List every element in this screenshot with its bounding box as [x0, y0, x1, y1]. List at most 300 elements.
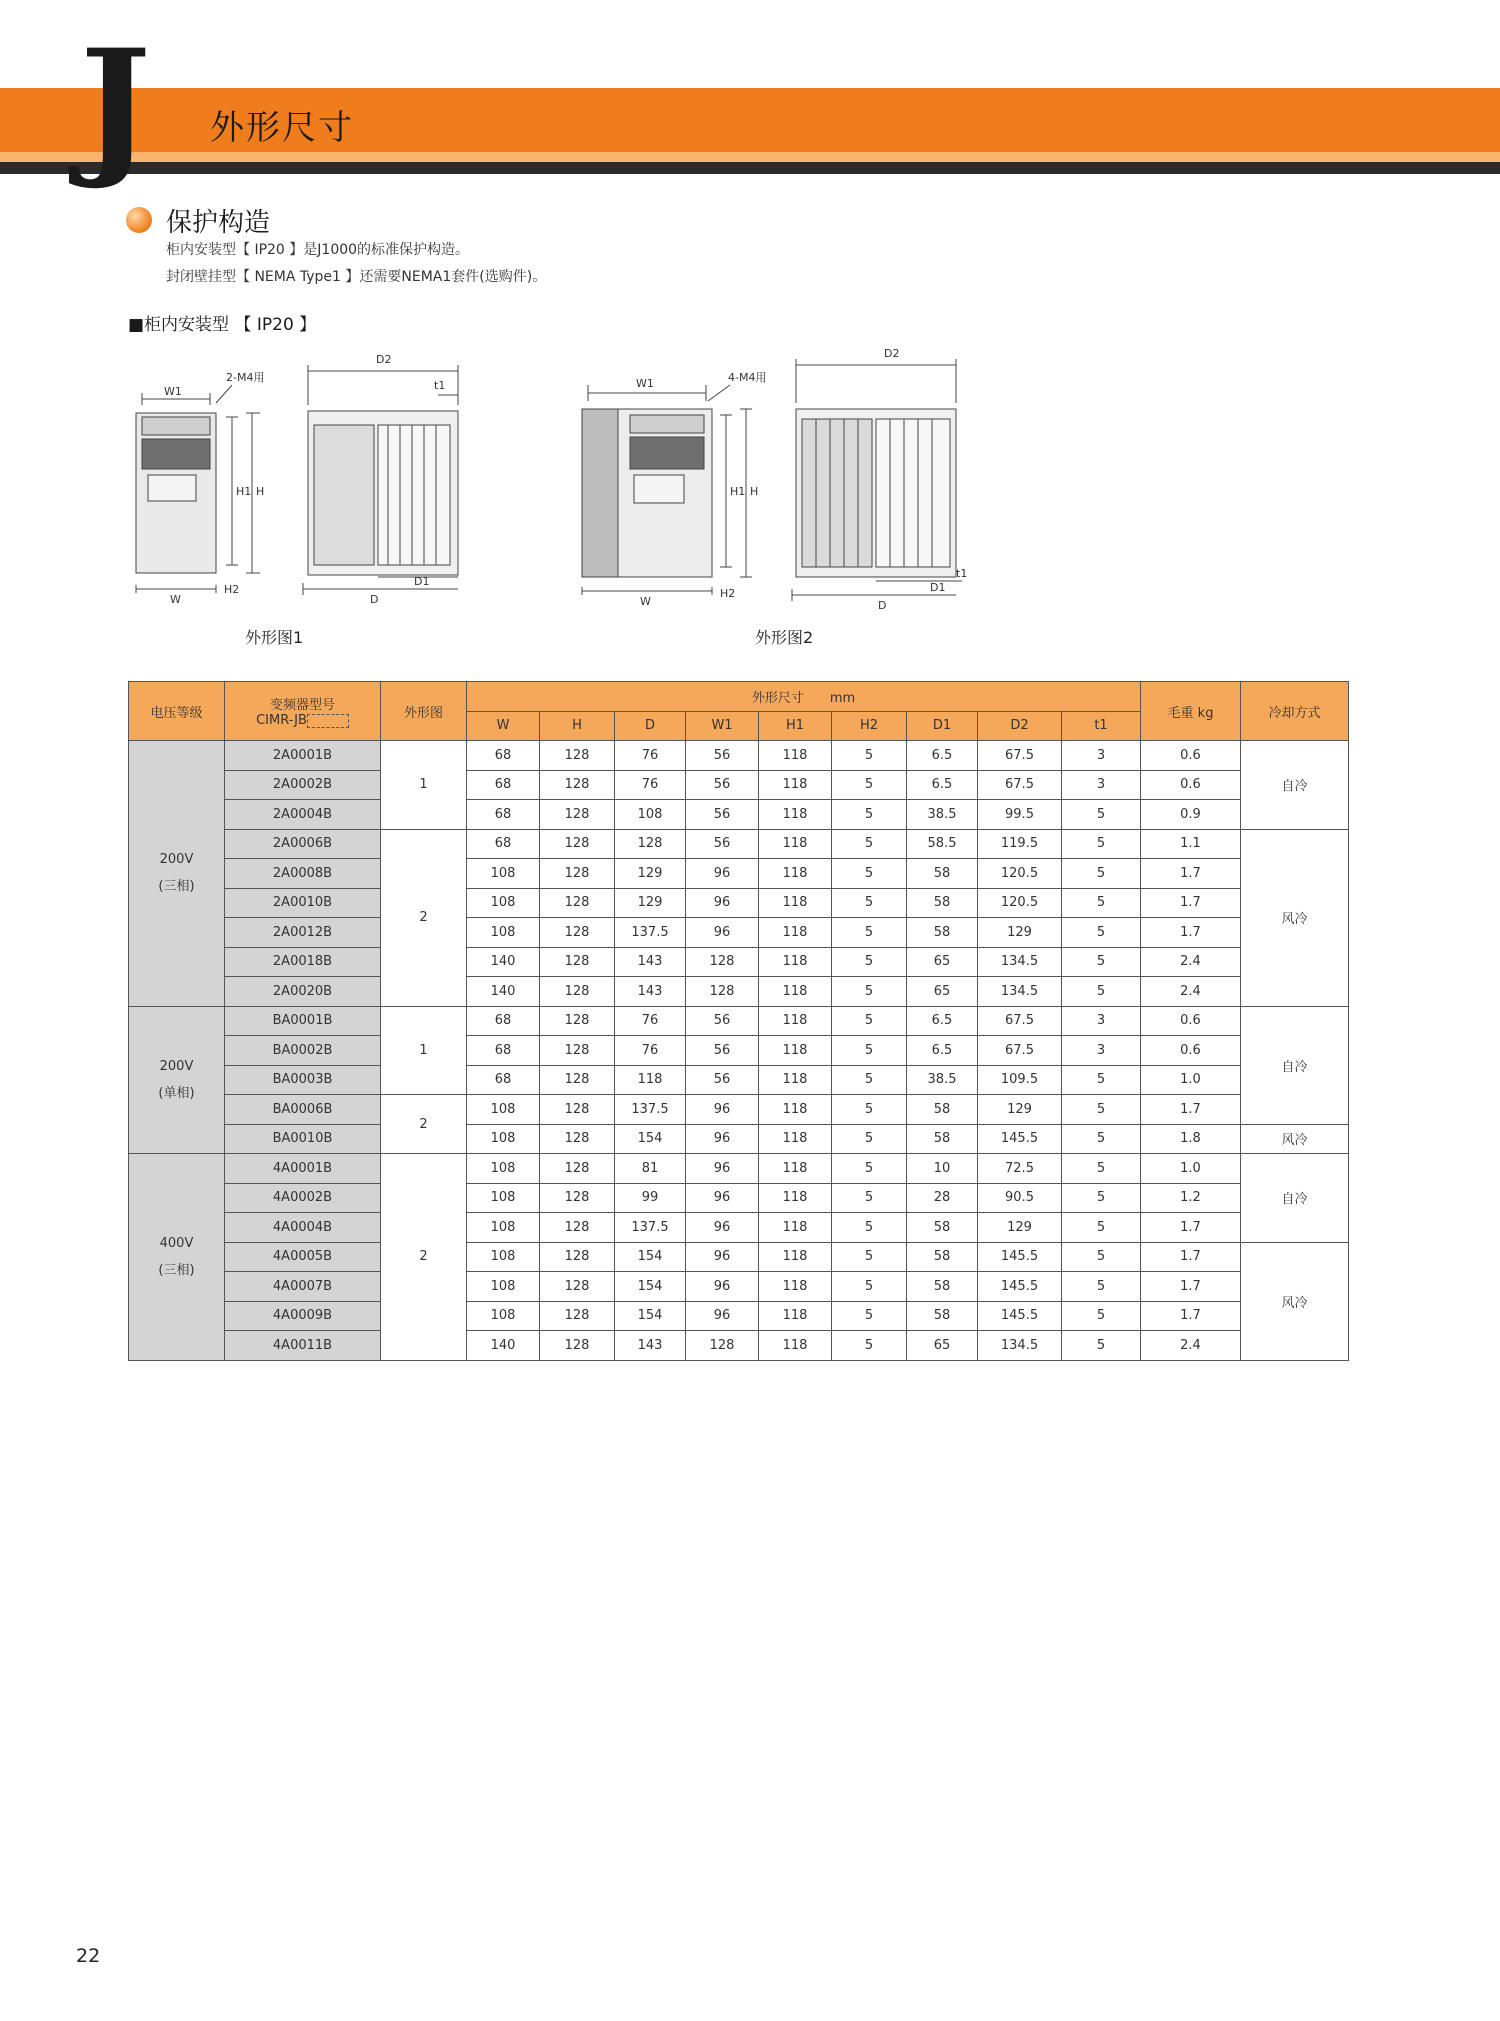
chapter-title: 外形尺寸 [210, 108, 354, 148]
dim-cell-d1: 10 [907, 1154, 978, 1184]
dim-cell-h1: 118 [759, 1242, 832, 1272]
dim-cell-w1: 56 [686, 741, 759, 771]
dim-cell-h1: 118 [759, 888, 832, 918]
head-model-line2-wrap [225, 713, 380, 728]
dim-cell-w1: 56 [686, 800, 759, 830]
dim-cell-h1: 118 [759, 947, 832, 977]
model-cell: 4A0002B [225, 1183, 381, 1213]
dim-cell-h2: 5 [832, 1095, 907, 1125]
dim-cell-h: 128 [540, 1301, 615, 1331]
fig1-label-h2: H2 [224, 583, 240, 596]
head-col-h2: H2 [832, 711, 907, 741]
dim-cell-w: 140 [467, 947, 540, 977]
dim-cell-w: 68 [467, 1006, 540, 1036]
model-cell: 4A0007B [225, 1272, 381, 1302]
dim-cell-h1: 118 [759, 1006, 832, 1036]
weight-cell: 1.0 [1141, 1065, 1241, 1095]
dim-cell-t1: 5 [1062, 829, 1141, 859]
dim-cell-t1: 3 [1062, 1006, 1141, 1036]
model-cell: BA0006B [225, 1095, 381, 1125]
head-col-t1: t1 [1062, 711, 1141, 741]
model-cell: 4A0005B [225, 1242, 381, 1272]
table-row [129, 1331, 1349, 1361]
dim-cell-t1: 5 [1062, 1183, 1141, 1213]
dim-cell-w1: 56 [686, 1065, 759, 1095]
model-cell: 2A0001B [225, 741, 381, 771]
dim-cell-d: 154 [615, 1272, 686, 1302]
head-dims: 外形尺寸 mm [467, 682, 1141, 712]
dim-cell-h2: 5 [832, 1065, 907, 1095]
dim-cell-h1: 118 [759, 1095, 832, 1125]
dim-cell-w: 108 [467, 1183, 540, 1213]
weight-cell: 1.0 [1141, 1154, 1241, 1184]
intro-line-2: 封闭壁挂型【 NEMA Type1 】还需要NEMA1套件(选购件)。 [166, 269, 547, 285]
dim-cell-h1: 118 [759, 1213, 832, 1243]
model-cell: BA0010B [225, 1124, 381, 1154]
dim-cell-d: 154 [615, 1242, 686, 1272]
head-figure: 外形图 [381, 682, 467, 741]
weight-cell: 1.7 [1141, 1095, 1241, 1125]
fig2-label-h1: H1 [730, 485, 746, 498]
head-voltage: 电压等级 [129, 682, 225, 741]
dim-cell-d2: 145.5 [978, 1124, 1062, 1154]
dim-cell-w: 108 [467, 888, 540, 918]
chapter-letter: J [80, 17, 151, 193]
dim-cell-d1: 58 [907, 1301, 978, 1331]
dim-cell-h2: 5 [832, 829, 907, 859]
figure-cell: 2 [381, 829, 467, 1006]
dim-cell-d: 143 [615, 947, 686, 977]
dim-cell-h: 128 [540, 1272, 615, 1302]
dim-cell-h2: 5 [832, 1124, 907, 1154]
dim-cell-d2: 72.5 [978, 1154, 1062, 1184]
table-row [129, 800, 1349, 830]
dim-cell-w1: 96 [686, 1301, 759, 1331]
dim-cell-h1: 118 [759, 741, 832, 771]
dim-cell-t1: 3 [1062, 770, 1141, 800]
dim-cell-t1: 5 [1062, 1213, 1141, 1243]
dim-cell-d1: 58 [907, 918, 978, 948]
dim-cell-d: 137.5 [615, 1095, 686, 1125]
dim-cell-w1: 128 [686, 1331, 759, 1361]
dim-cell-d2: 67.5 [978, 741, 1062, 771]
dim-cell-d1: 65 [907, 1331, 978, 1361]
dim-cell-d2: 99.5 [978, 800, 1062, 830]
dim-cell-w: 108 [467, 1095, 540, 1125]
dim-cell-d: 154 [615, 1124, 686, 1154]
dim-cell-t1: 5 [1062, 947, 1141, 977]
dim-cell-h2: 5 [832, 947, 907, 977]
weight-cell: 1.7 [1141, 888, 1241, 918]
dim-cell-h1: 118 [759, 859, 832, 889]
dim-cell-d2: 129 [978, 918, 1062, 948]
dim-cell-h: 128 [540, 1242, 615, 1272]
weight-cell: 0.6 [1141, 1006, 1241, 1036]
dim-cell-w: 140 [467, 1331, 540, 1361]
weight-cell: 2.4 [1141, 977, 1241, 1007]
dim-cell-h: 128 [540, 947, 615, 977]
dim-cell-w1: 96 [686, 1242, 759, 1272]
model-cell: BA0003B [225, 1065, 381, 1095]
fig1-label-h: H [256, 485, 265, 498]
bullet-icon [126, 207, 152, 233]
table-row [129, 1272, 1349, 1302]
head-col-d1: D1 [907, 711, 978, 741]
dim-cell-h2: 5 [832, 800, 907, 830]
phase-value: (三相) [158, 879, 195, 895]
dim-cell-h: 128 [540, 888, 615, 918]
dim-cell-d2: 120.5 [978, 888, 1062, 918]
table-row [129, 1065, 1349, 1095]
dim-cell-d2: 129 [978, 1213, 1062, 1243]
dim-cell-d: 154 [615, 1301, 686, 1331]
cooling-cell: 风冷 [1241, 829, 1349, 1006]
dim-cell-w: 68 [467, 1036, 540, 1066]
model-cell: BA0002B [225, 1036, 381, 1066]
dim-cell-h1: 118 [759, 829, 832, 859]
fig2-label-w: W [640, 595, 651, 608]
dim-cell-d: 143 [615, 977, 686, 1007]
voltage-cell [129, 741, 225, 1007]
cooling-cell: 自冷 [1241, 741, 1349, 830]
dim-cell-d2: 145.5 [978, 1301, 1062, 1331]
fig2-label-holes: 4-M4用 [728, 371, 767, 384]
dim-cell-h2: 5 [832, 977, 907, 1007]
dim-cell-d1: 6.5 [907, 1006, 978, 1036]
model-cell: 2A0006B [225, 829, 381, 859]
dim-cell-d2: 67.5 [978, 1036, 1062, 1066]
fig2-label-t1: t1 [956, 567, 968, 580]
dim-cell-h1: 118 [759, 1183, 832, 1213]
dim-cell-t1: 5 [1062, 888, 1141, 918]
table-row [129, 918, 1349, 948]
dim-cell-d: 143 [615, 1331, 686, 1361]
dim-cell-t1: 3 [1062, 741, 1141, 771]
weight-cell: 1.1 [1141, 829, 1241, 859]
dim-cell-d: 76 [615, 1036, 686, 1066]
dim-cell-h: 128 [540, 1154, 615, 1184]
fig1-label-holes: 2-M4用 [226, 371, 265, 384]
dim-cell-h2: 5 [832, 859, 907, 889]
dim-cell-h2: 5 [832, 1242, 907, 1272]
dim-cell-h: 128 [540, 1036, 615, 1066]
model-cell: 2A0004B [225, 800, 381, 830]
dim-cell-d1: 58 [907, 859, 978, 889]
model-cell: 4A0001B [225, 1154, 381, 1184]
dim-cell-w: 108 [467, 1213, 540, 1243]
cooling-cell: 自冷 [1241, 1006, 1349, 1124]
dim-cell-t1: 3 [1062, 1036, 1141, 1066]
fig1-label-w1: W1 [164, 385, 182, 398]
dim-cell-w1: 96 [686, 859, 759, 889]
dim-cell-d1: 58 [907, 1242, 978, 1272]
fig2-label-h2: H2 [720, 587, 736, 600]
table-row [129, 1006, 1349, 1036]
dim-cell-h: 128 [540, 1124, 615, 1154]
voltage-value: 200V [159, 852, 194, 868]
model-cell: 2A0012B [225, 918, 381, 948]
dim-cell-d2: 134.5 [978, 1331, 1062, 1361]
weight-cell: 2.4 [1141, 947, 1241, 977]
dim-cell-t1: 5 [1062, 1124, 1141, 1154]
dim-cell-w1: 96 [686, 918, 759, 948]
dim-cell-d: 108 [615, 800, 686, 830]
dim-cell-h: 128 [540, 1213, 615, 1243]
model-cell: 2A0008B [225, 859, 381, 889]
dim-cell-t1: 5 [1062, 918, 1141, 948]
weight-cell: 1.7 [1141, 859, 1241, 889]
head-cooling: 冷却方式 [1241, 682, 1349, 741]
dim-cell-h1: 118 [759, 1272, 832, 1302]
page-number: 22 [76, 1945, 101, 1967]
table-row [129, 977, 1349, 1007]
dim-cell-d: 137.5 [615, 1213, 686, 1243]
table-row [129, 1183, 1349, 1213]
figure-2-caption: 外形图2 [755, 628, 814, 647]
dim-cell-h2: 5 [832, 1213, 907, 1243]
dim-cell-d: 81 [615, 1154, 686, 1184]
weight-cell: 0.6 [1141, 770, 1241, 800]
dim-cell-t1: 5 [1062, 977, 1141, 1007]
table-row [129, 1242, 1349, 1272]
fig1-label-d1: D1 [414, 575, 430, 588]
table-row [129, 1124, 1349, 1154]
dim-cell-h: 128 [540, 741, 615, 771]
dim-cell-w1: 128 [686, 947, 759, 977]
outline-figure-1 [128, 345, 518, 615]
dim-cell-h2: 5 [832, 888, 907, 918]
dim-cell-w: 108 [467, 1242, 540, 1272]
dim-cell-h2: 5 [832, 1301, 907, 1331]
dim-cell-h: 128 [540, 770, 615, 800]
dim-cell-w: 140 [467, 977, 540, 1007]
head-model-line2: CIMR-JB [256, 713, 307, 728]
dim-cell-t1: 5 [1062, 1154, 1141, 1184]
intro-line-1: 柜内安装型【 IP20 】是J1000的标准保护构造。 [166, 242, 470, 258]
subsection-title: ■柜内安装型 【 IP20 】 [128, 315, 317, 335]
table-row [129, 829, 1349, 859]
dim-cell-d1: 6.5 [907, 741, 978, 771]
dim-cell-d2: 109.5 [978, 1065, 1062, 1095]
weight-cell: 1.7 [1141, 1213, 1241, 1243]
outline-figure-2 [570, 345, 1010, 615]
head-model-line1: 变频器型号 [269, 698, 335, 713]
head-model [225, 682, 381, 741]
dim-cell-h: 128 [540, 1183, 615, 1213]
dim-cell-t1: 5 [1062, 1242, 1141, 1272]
fig2-label-d: D [878, 599, 887, 612]
model-cell: 4A0004B [225, 1213, 381, 1243]
model-cell: 4A0011B [225, 1331, 381, 1361]
weight-cell: 0.6 [1141, 741, 1241, 771]
dim-cell-d1: 58.5 [907, 829, 978, 859]
voltage-cell [129, 1154, 225, 1361]
dim-cell-w: 108 [467, 1124, 540, 1154]
dim-cell-w: 108 [467, 1272, 540, 1302]
dim-cell-h: 128 [540, 1095, 615, 1125]
dim-cell-d1: 38.5 [907, 1065, 978, 1095]
dim-cell-d: 137.5 [615, 918, 686, 948]
dim-cell-h1: 118 [759, 770, 832, 800]
fig1-label-d2: D2 [376, 353, 392, 366]
dim-cell-d1: 28 [907, 1183, 978, 1213]
dim-cell-w: 68 [467, 829, 540, 859]
dim-cell-d: 129 [615, 859, 686, 889]
dim-cell-d2: 129 [978, 1095, 1062, 1125]
dim-cell-h2: 5 [832, 1331, 907, 1361]
dim-cell-h1: 118 [759, 1036, 832, 1066]
dimension-table [128, 681, 1349, 1361]
head-col-h: H [540, 711, 615, 741]
dim-cell-d2: 67.5 [978, 770, 1062, 800]
dim-cell-d1: 38.5 [907, 800, 978, 830]
table-row [129, 741, 1349, 771]
dim-cell-w: 68 [467, 741, 540, 771]
dim-cell-h2: 5 [832, 770, 907, 800]
dim-cell-h2: 5 [832, 1036, 907, 1066]
dim-cell-h1: 118 [759, 800, 832, 830]
dim-cell-w1: 96 [686, 888, 759, 918]
header-band-stripe [0, 152, 1500, 162]
model-suffix-box [307, 714, 349, 728]
weight-cell: 1.7 [1141, 918, 1241, 948]
head-col-h1: H1 [759, 711, 832, 741]
dim-cell-h: 128 [540, 1065, 615, 1095]
cooling-cell: 风冷 [1241, 1242, 1349, 1360]
dim-cell-d2: 145.5 [978, 1272, 1062, 1302]
dim-cell-h: 128 [540, 859, 615, 889]
dim-cell-h: 128 [540, 977, 615, 1007]
model-cell: 2A0020B [225, 977, 381, 1007]
dim-cell-t1: 5 [1062, 800, 1141, 830]
dim-cell-d1: 58 [907, 888, 978, 918]
table-row [129, 1154, 1349, 1184]
model-cell: 2A0010B [225, 888, 381, 918]
fig1-label-d: D [370, 593, 379, 606]
figure-1-caption: 外形图1 [245, 628, 304, 647]
table-row [129, 1036, 1349, 1066]
dim-cell-t1: 5 [1062, 1272, 1141, 1302]
figure-cell: 2 [381, 1154, 467, 1361]
voltage-value: 200V [159, 1058, 194, 1074]
dim-cell-h1: 118 [759, 1331, 832, 1361]
dim-cell-d1: 65 [907, 947, 978, 977]
dim-cell-w1: 96 [686, 1213, 759, 1243]
dim-cell-d1: 6.5 [907, 770, 978, 800]
dim-cell-w: 108 [467, 1301, 540, 1331]
model-cell: 4A0009B [225, 1301, 381, 1331]
fig2-label-w1: W1 [636, 377, 654, 390]
head-col-w1: W1 [686, 711, 759, 741]
dim-cell-t1: 5 [1062, 1065, 1141, 1095]
table-row [129, 1213, 1349, 1243]
head-col-w: W [467, 711, 540, 741]
table-row [129, 1301, 1349, 1331]
dim-cell-w: 68 [467, 1065, 540, 1095]
fig1-label-w: W [170, 593, 181, 606]
dim-cell-d: 76 [615, 741, 686, 771]
dim-cell-h1: 118 [759, 1124, 832, 1154]
dim-cell-t1: 5 [1062, 1095, 1141, 1125]
dim-cell-h1: 118 [759, 1301, 832, 1331]
cooling-cell: 自冷 [1241, 1154, 1349, 1243]
dim-cell-h: 128 [540, 1006, 615, 1036]
dim-cell-d: 129 [615, 888, 686, 918]
dim-cell-d1: 58 [907, 1124, 978, 1154]
dim-cell-d2: 119.5 [978, 829, 1062, 859]
fig2-label-d2: D2 [884, 347, 900, 360]
phase-value: (单相) [158, 1085, 195, 1101]
dim-cell-d: 128 [615, 829, 686, 859]
figure-cell: 1 [381, 1006, 467, 1095]
weight-cell: 1.8 [1141, 1124, 1241, 1154]
dim-cell-w1: 96 [686, 1183, 759, 1213]
figure-cell: 1 [381, 741, 467, 830]
dim-cell-t1: 5 [1062, 1331, 1141, 1361]
section-title: 保护构造 [166, 208, 271, 238]
weight-cell: 1.7 [1141, 1272, 1241, 1302]
dim-cell-h2: 5 [832, 918, 907, 948]
dim-cell-w1: 96 [686, 1154, 759, 1184]
dim-cell-w1: 96 [686, 1124, 759, 1154]
dim-cell-t1: 5 [1062, 859, 1141, 889]
phase-value: (三相) [158, 1262, 195, 1278]
dim-cell-d2: 134.5 [978, 977, 1062, 1007]
dim-cell-d1: 65 [907, 977, 978, 1007]
weight-cell: 1.7 [1141, 1242, 1241, 1272]
dim-cell-h1: 118 [759, 977, 832, 1007]
model-cell: 2A0018B [225, 947, 381, 977]
weight-cell: 0.6 [1141, 1036, 1241, 1066]
fig2-label-h: H [750, 485, 759, 498]
dim-cell-d2: 134.5 [978, 947, 1062, 977]
dim-cell-w: 68 [467, 800, 540, 830]
dim-cell-w1: 56 [686, 1036, 759, 1066]
fig1-label-h1: H1 [236, 485, 252, 498]
dim-cell-w: 108 [467, 859, 540, 889]
dim-cell-d1: 6.5 [907, 1036, 978, 1066]
dim-cell-h: 128 [540, 918, 615, 948]
dim-cell-d1: 58 [907, 1095, 978, 1125]
model-cell: BA0001B [225, 1006, 381, 1036]
dim-cell-d2: 67.5 [978, 1006, 1062, 1036]
table-row [129, 947, 1349, 977]
weight-cell: 1.7 [1141, 1301, 1241, 1331]
dim-cell-w1: 96 [686, 1272, 759, 1302]
dim-cell-h1: 118 [759, 1065, 832, 1095]
dim-cell-h2: 5 [832, 1183, 907, 1213]
dim-cell-h1: 118 [759, 1154, 832, 1184]
table-row [129, 888, 1349, 918]
head-col-d: D [615, 711, 686, 741]
table-row [129, 770, 1349, 800]
dim-cell-w1: 56 [686, 829, 759, 859]
weight-cell: 0.9 [1141, 800, 1241, 830]
dim-cell-d: 118 [615, 1065, 686, 1095]
dim-cell-h: 128 [540, 829, 615, 859]
dim-cell-w1: 128 [686, 977, 759, 1007]
dim-cell-w1: 56 [686, 1006, 759, 1036]
voltage-value: 400V [159, 1235, 194, 1251]
dim-cell-h2: 5 [832, 741, 907, 771]
figure-cell: 2 [381, 1095, 467, 1154]
dim-cell-d: 99 [615, 1183, 686, 1213]
table-row [129, 859, 1349, 889]
dim-cell-d2: 120.5 [978, 859, 1062, 889]
dim-cell-d1: 58 [907, 1213, 978, 1243]
dim-cell-w: 108 [467, 1154, 540, 1184]
table-row [129, 1095, 1349, 1125]
